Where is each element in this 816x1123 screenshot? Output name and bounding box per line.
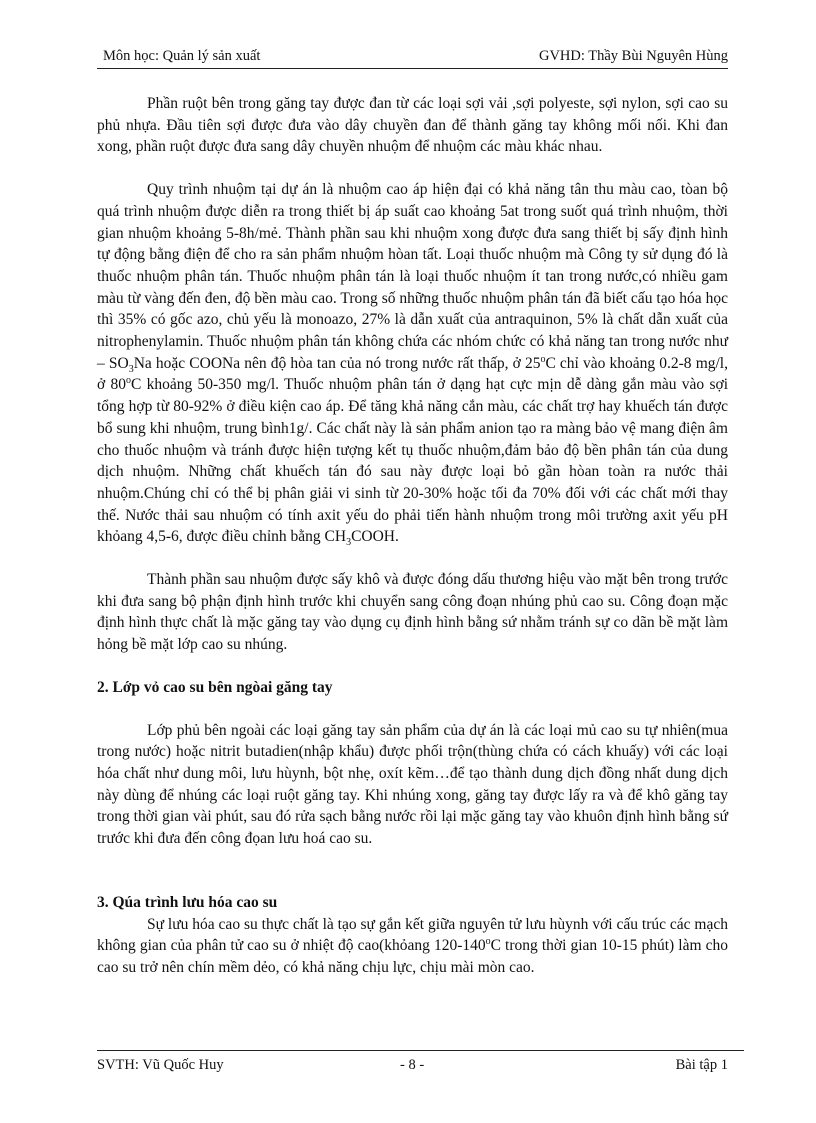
text-run: Na hoặc COONa nên độ hòa tan của nó trong nước rất thấp, ở 25 [133,354,541,372]
footer-assignment: Bài tập 1 [675,1057,728,1073]
subscript: 3 [346,537,352,549]
paragraph-glove-lining: Phần ruột bên trong găng tay được đan từ các loại sợi vải ,sợi polyeste, sợi nylon, sợi cao su phủ nhựa. Đầu tiên sợi được đưa vào dây chuyền đan để thành găng tay không mối nối. Khi đan xong, phần ruột được đưa sang dây chuyền nhuộm để nhuộm các màu khác nhau. [97,95,728,156]
header-subject: Môn học: Quản lý sản xuất [103,48,261,64]
section-heading-3: 3. Qúa trình lưu hóa cao su [97,893,278,911]
superscript: o [125,375,131,387]
paragraph-dyeing-process [97,179,728,548]
document-body [97,93,728,979]
text-run: Sự lưu hóa cao su thực chất là tạo sự gắn kết giữa nguyên tử lưu hùynh với cấu trúc các mạch không gian của phân tử cao su ở nhiệt độ cao(khỏang 120-140 [97,915,728,955]
superscript: o [540,353,546,365]
page-footer [97,1057,728,1077]
page-header [97,48,728,69]
page-number: - 8 - [400,1057,425,1073]
text-run: C trong thời gian 10-15 phút) làm cho cao su trở nên chín mềm dẻo, có khả năng chịu lực, chịu mài mòn cao. [97,937,728,976]
footer-divider [97,1050,744,1051]
paragraph-rubber-coating: Lớp phủ bên ngoài các loại găng tay sản phẩm của dự án là các loại mủ cao su tự nhiên(mua trong nước) hoặc nitrit butadien(nhập khẩu) được phối trộn(thùng chứa có cách khuấy) với các loại hóa chất như dung môi, lưu hùynh, bột nhẹ, oxít kẽm…để tạo thành dung dịch đồng nhất dung dịch này dùng để nhúng các loại ruột găng tay. Khi nhúng xong, găng tay được lấy ra và để khô găng tay trong thời gian vài phút, sau đó rửa sạch bằng nước rồi lại mặc găng tay vào khuôn định hình bằng sứ trước khi đưa đến công đọan lưu hoá cao su. [97,721,728,848]
paragraph-vulcanization [97,914,728,979]
header-advisor: GVHD: Thầy Bùi Nguyên Hùng [538,48,728,64]
section-heading-2: 2. Lớp vỏ cao su bên ngòai găng tay [97,678,333,696]
paragraph-drying-shaping: Thành phần sau nhuộm được sấy khô và được đóng dấu thương hiệu vào mặt bên trong trước khi đưa sang bộ phận định hình trước khi chuyển sang công đoạn nhúng phủ cao su. Công đoạn mặc định hình thực chất là mặc găng tay vào dụng cụ định hình bằng sứ nhằm tránh sự co dãn bề mặt làm hỏng bề mặt lớp cao su nhúng. [97,571,728,654]
text-run: C khoảng 50-350 mg/l. Thuốc nhuộm phân tán ở dạng hạt cực mịn dễ dàng gắn màu vào sợi tổng hợp từ 80-92% ở điều kiện cao áp. Để tăng khả năng cắn màu, các chất trợ hay khuếch tán được bổ sung khi nhuộm, trung bình1g/. Các chất này là sản phẩm anion tạo ra màng bảo vệ mang điện âm cho thuốc nhuộm và tránh được hiện tượng kết tụ thuốc nhuộm,đảm bảo độ bền phân tán của dung dịch nhuộm. Những chất khuếch tán đó sau này được loại bỏ gần hòan toàn ra nước thải nhuộm.Chúng chỉ có thể bị phân giải vi sinh từ 20-30% hoặc tối đa 70% đối với các chất mới thay thế. Nước thải sau nhuộm có tính axit yếu do phải tiến hành nhuộm trong môi trường axit yếu pH khỏang 4,5-6, được điều chỉnh bằng CH [97,376,728,546]
subscript: 3 [128,363,134,375]
text-run: COOH. [351,528,399,546]
superscript: o [485,936,491,948]
text-run: C chỉ vào khoảng 0.2-8 mg/l, ở 80 [97,354,728,394]
text-run: Quy trình nhuộm tại dự án là nhuộm cao áp hiện đại có khả năng tân thu màu cao, tòan bộ quá trình nhuộm được diễn ra trong thiết bị áp suất cao khoảng 5at trong suốt quá trình nhuộm, thời gian nhuộm khoảng 5-8h/mẻ. Thành phần sau khi nhuộm xong được đưa sang thiết bị sấy định hình tự động bằng điện để cho ra sản phẩm nhuộm hòan tất. Loại thuốc nhuộm mà Công ty sử dụng đó là thuốc nhuộm phân tán. Thuốc nhuộm phân tán là loại thuốc nhuộm ít tan trong nước,có nhiều gam màu từ vàng đến đen, độ bền màu cao. Trong số những thuốc nhuộm phân tán đã biết cấu tạo hóa học thì 35% có gốc azo, chủ yếu là monoazo, 27% là dẫn xuất của antraquinon, 5% là chất dẫn xuất của nitrophenylamin. Thuốc nhuộm phân tán không chứa các nhóm chức có khả năng tan trong nước như – SO [97,181,728,372]
footer-student: SVTH: Vũ Quốc Huy [97,1057,224,1073]
